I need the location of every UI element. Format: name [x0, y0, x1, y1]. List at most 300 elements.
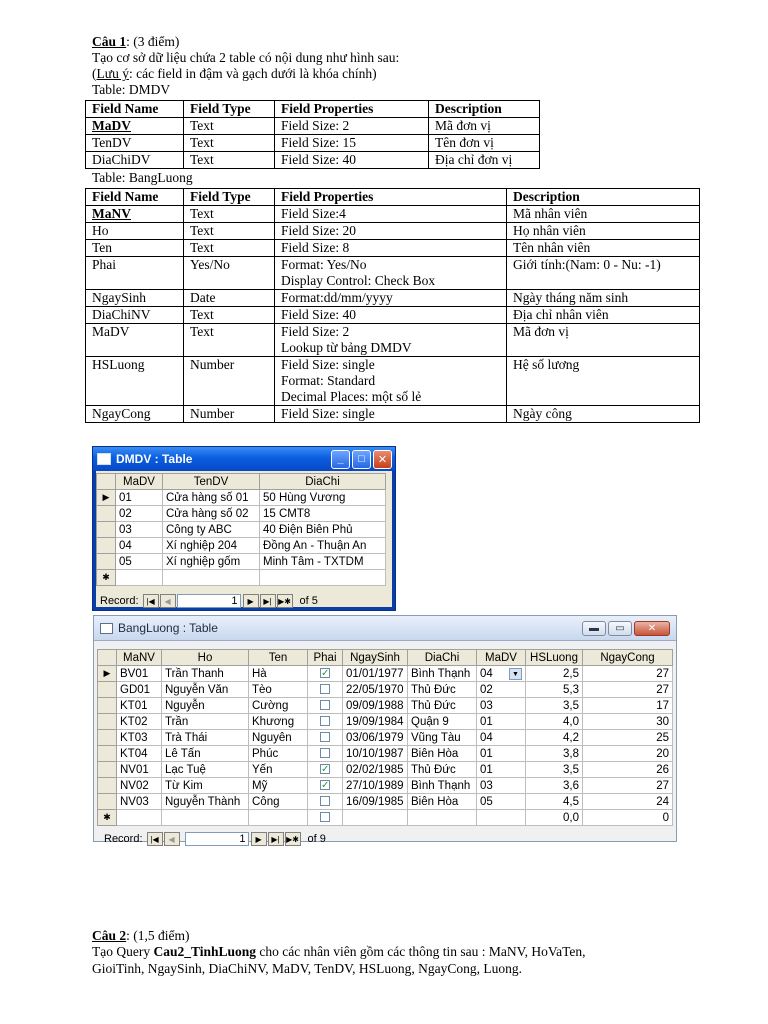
cell[interactable]: [308, 714, 343, 730]
field-props: Field Size: 2 Lookup từ bảng DMDV: [275, 324, 507, 357]
field-name: Phai: [86, 257, 184, 290]
field-props: Field Size: single Format: Standard Decimal Places: một số lẻ: [275, 357, 507, 406]
cell-value: KT03: [120, 731, 148, 744]
column-header[interactable]: Phai: [308, 650, 343, 666]
cell[interactable]: 40 Điện Biên Phủ: [260, 522, 386, 538]
cell-value: 26: [656, 763, 669, 776]
cell[interactable]: [260, 570, 386, 586]
table-row[interactable]: [98, 746, 673, 762]
cell-value: Nguyễn: [165, 699, 205, 712]
cell[interactable]: [526, 746, 583, 762]
cell[interactable]: [343, 778, 408, 794]
field-desc: Địa chỉ nhân viên: [507, 307, 700, 324]
cell-value: 03: [480, 779, 493, 792]
cell-value: Biên Hòa: [411, 747, 459, 760]
cell[interactable]: [249, 666, 308, 682]
table-icon: [100, 623, 113, 634]
field-props: Field Size: 40: [275, 307, 507, 324]
table-row[interactable]: [97, 522, 386, 538]
cell[interactable]: [526, 698, 583, 714]
cell[interactable]: [477, 810, 526, 826]
checkbox-icon[interactable]: [320, 732, 330, 742]
datasheet-header: [98, 650, 673, 666]
cell-value: Thủ Đức: [411, 699, 456, 712]
cell[interactable]: 05: [116, 554, 163, 570]
next-record-icon[interactable]: ▶: [251, 832, 267, 846]
table-row[interactable]: [97, 506, 386, 522]
cell[interactable]: [477, 682, 526, 698]
column-header[interactable]: MaNV: [117, 650, 162, 666]
cell[interactable]: [117, 762, 162, 778]
first-record-icon[interactable]: |◀: [143, 594, 159, 608]
dmdv-datasheet: [96, 473, 386, 586]
cell[interactable]: [249, 730, 308, 746]
row-selector[interactable]: [97, 554, 116, 570]
row-selector[interactable]: [98, 682, 117, 698]
field-desc: Mã đơn vị: [429, 118, 540, 135]
bangluong-spec-row: [86, 290, 700, 307]
row-selector[interactable]: [98, 746, 117, 762]
q1-heading: Câu 1: [92, 34, 127, 49]
cell[interactable]: [583, 698, 673, 714]
field-type: Text: [184, 135, 275, 152]
q2-text-line2: GioiTinh, NgaySinh, DiaChiNV, MaDV, TenDV, HSLuong, NgayCong, Luong.: [92, 961, 522, 976]
cell[interactable]: [343, 810, 408, 826]
row-selector[interactable]: [97, 538, 116, 554]
cell[interactable]: [308, 810, 343, 826]
cell[interactable]: [408, 682, 477, 698]
field-desc: Họ nhân viên: [507, 223, 700, 240]
field-name: MaDV: [86, 118, 184, 135]
cell-value: Lê Tấn: [165, 747, 201, 760]
checkbox-icon[interactable]: [320, 684, 330, 694]
field-props: Field Size:4: [275, 206, 507, 223]
cell[interactable]: [162, 666, 249, 682]
cell[interactable]: [249, 682, 308, 698]
field-name: TenDV: [86, 135, 184, 152]
close-button[interactable]: ✕: [634, 621, 670, 636]
q2-query-name: Cau2_TinhLuong: [153, 944, 257, 959]
cell[interactable]: [308, 762, 343, 778]
cell-value: 27: [656, 779, 669, 792]
cell[interactable]: [526, 778, 583, 794]
cell[interactable]: [343, 746, 408, 762]
cell[interactable]: Cửa hàng số 02: [163, 506, 260, 522]
row-selector[interactable]: [98, 714, 117, 730]
bangluong-spec-row: [86, 307, 700, 324]
cell[interactable]: [583, 794, 673, 810]
cell[interactable]: [583, 810, 673, 826]
cell[interactable]: [117, 698, 162, 714]
field-type: Text: [184, 223, 275, 240]
checkbox-icon[interactable]: [320, 796, 330, 806]
cell[interactable]: [408, 762, 477, 778]
cell[interactable]: [477, 762, 526, 778]
cell[interactable]: [526, 794, 583, 810]
cell[interactable]: [343, 698, 408, 714]
cell[interactable]: [343, 794, 408, 810]
column-header[interactable]: NgaySinh: [343, 650, 408, 666]
checkbox-icon[interactable]: [320, 812, 330, 822]
header-description: Description: [507, 189, 700, 206]
cell-value: 01: [480, 715, 493, 728]
cell[interactable]: [477, 778, 526, 794]
cell-value: 27: [656, 683, 669, 696]
cell-value: KT04: [120, 747, 148, 760]
bangluong-window-titlebar[interactable]: [94, 616, 676, 641]
cell[interactable]: [249, 794, 308, 810]
maximize-button[interactable]: □: [352, 450, 371, 469]
row-selector[interactable]: [97, 522, 116, 538]
cell-value: 01: [480, 747, 493, 760]
last-record-icon[interactable]: ▶|: [268, 832, 284, 846]
cell-value: KT01: [120, 699, 148, 712]
current-record-arrow-icon[interactable]: ▶: [98, 666, 117, 682]
cell-value: Tèo: [252, 683, 272, 696]
header-field-type: Field Type: [184, 101, 275, 118]
cell-value: 16/09/1985: [346, 795, 404, 808]
cell[interactable]: [526, 810, 583, 826]
table-row[interactable]: [98, 778, 673, 794]
column-header[interactable]: DiaChi: [260, 474, 386, 490]
field-name: MaDV: [86, 324, 184, 357]
dmdv-table-window: [93, 447, 395, 610]
cell[interactable]: [116, 570, 163, 586]
cell[interactable]: [408, 778, 477, 794]
previous-record-icon[interactable]: ◀: [164, 832, 180, 846]
checkbox-icon[interactable]: [320, 716, 330, 726]
cell-value: 0: [662, 811, 669, 824]
last-record-icon[interactable]: ▶|: [260, 594, 276, 608]
cell-value: Nguyên: [252, 731, 292, 744]
column-header[interactable]: NgayCong: [583, 650, 673, 666]
cell[interactable]: [308, 778, 343, 794]
table2-label: Table: BangLuong: [92, 170, 193, 185]
q2-text-a: Tạo Query: [92, 944, 154, 959]
cell[interactable]: [477, 698, 526, 714]
cell[interactable]: [117, 682, 162, 698]
field-desc: Tên đơn vị: [429, 135, 540, 152]
row-selector[interactable]: [98, 730, 117, 746]
table-row[interactable]: [97, 490, 386, 506]
cell[interactable]: [117, 746, 162, 762]
cell-value: 03/06/1979: [346, 731, 404, 744]
row-selector[interactable]: [98, 762, 117, 778]
cell[interactable]: [477, 794, 526, 810]
cell-value: 2,5: [563, 667, 579, 680]
cell-value: 05: [480, 795, 493, 808]
cell[interactable]: [343, 730, 408, 746]
cell[interactable]: [162, 682, 249, 698]
field-type: Number: [184, 357, 275, 406]
record-navigator: [96, 592, 392, 610]
checkbox-icon[interactable]: [320, 748, 330, 758]
record-total: of 5: [299, 595, 318, 607]
cell[interactable]: [408, 730, 477, 746]
cell-value: 02: [480, 683, 493, 696]
cell[interactable]: [408, 714, 477, 730]
row-selector[interactable]: [98, 698, 117, 714]
cell[interactable]: [477, 714, 526, 730]
cell[interactable]: [583, 730, 673, 746]
table-row[interactable]: [97, 538, 386, 554]
cell[interactable]: [343, 666, 408, 682]
table-row[interactable]: [98, 682, 673, 698]
cell[interactable]: [162, 698, 249, 714]
field-type: Text: [184, 206, 275, 223]
column-header[interactable]: MaDV: [116, 474, 163, 490]
cell[interactable]: [163, 570, 260, 586]
cell-value: NV01: [120, 763, 149, 776]
cell-value: NV03: [120, 795, 149, 808]
checked-checkbox-icon[interactable]: ✓: [321, 780, 330, 792]
cell[interactable]: [477, 746, 526, 762]
record-label: Record:: [104, 833, 143, 845]
field-type: Date: [184, 290, 275, 307]
cell[interactable]: 01: [116, 490, 163, 506]
field-props: Field Size: 20: [275, 223, 507, 240]
cell-value: Nguyễn Văn: [165, 683, 229, 696]
cell[interactable]: [308, 682, 343, 698]
header-field-name: Field Name: [86, 101, 184, 118]
minimize-button[interactable]: ▬: [582, 621, 606, 636]
q1-intro: Tạo cơ sở dữ liệu chứa 2 table có nội dung như hình sau:: [92, 50, 400, 65]
cell[interactable]: [343, 682, 408, 698]
column-header[interactable]: Ten: [249, 650, 308, 666]
cell[interactable]: 02: [116, 506, 163, 522]
cell[interactable]: Công ty ABC: [163, 522, 260, 538]
bangluong-spec-row: [86, 223, 700, 240]
cell[interactable]: Xí nghiệp 204: [163, 538, 260, 554]
record-number-input[interactable]: 1: [177, 594, 241, 608]
table-row[interactable]: [98, 666, 673, 682]
table-row[interactable]: [98, 730, 673, 746]
column-header[interactable]: TenDV: [163, 474, 260, 490]
next-record-icon[interactable]: ▶: [243, 594, 259, 608]
column-header[interactable]: MaDV: [477, 650, 526, 666]
cell[interactable]: [526, 730, 583, 746]
cell-value: 19/09/1984: [346, 715, 404, 728]
cell-value: KT02: [120, 715, 148, 728]
cell[interactable]: [408, 698, 477, 714]
row-selector[interactable]: [97, 506, 116, 522]
cell-value: Bình Thạnh: [411, 779, 471, 792]
cell[interactable]: [408, 746, 477, 762]
new-record-row[interactable]: [97, 570, 386, 586]
dmdv-window-titlebar[interactable]: [93, 447, 395, 471]
bangluong-datasheet: [97, 649, 673, 826]
cell[interactable]: [117, 794, 162, 810]
cell[interactable]: [117, 714, 162, 730]
cell[interactable]: [117, 778, 162, 794]
header-description: Description: [429, 101, 540, 118]
cell[interactable]: [583, 682, 673, 698]
cell[interactable]: [308, 794, 343, 810]
q2-text-b: cho các nhân viên gồm các thông tin sau : MaNV, HoVaTen,: [256, 944, 586, 959]
previous-record-icon[interactable]: ◀: [160, 594, 176, 608]
cell[interactable]: [408, 810, 477, 826]
field-type: Number: [184, 406, 275, 423]
cell[interactable]: [162, 810, 249, 826]
cell[interactable]: [162, 730, 249, 746]
cell[interactable]: [162, 778, 249, 794]
cell-value: 17: [656, 699, 669, 712]
cell-value: 24: [656, 795, 669, 808]
cell-value: 27: [656, 667, 669, 680]
dmdv-spec-header: [86, 101, 540, 118]
cell[interactable]: [249, 746, 308, 762]
new-record-row[interactable]: [98, 810, 673, 826]
cell[interactable]: [162, 714, 249, 730]
cell[interactable]: Đồng An - Thuận An: [260, 538, 386, 554]
cell[interactable]: [583, 762, 673, 778]
cell-value: 27/10/1989: [346, 779, 404, 792]
cell[interactable]: [583, 714, 673, 730]
q2-heading: Câu 2: [92, 928, 127, 943]
minimize-button[interactable]: _: [331, 450, 350, 469]
cell[interactable]: [308, 698, 343, 714]
q1-note-open: (: [92, 66, 97, 81]
record-number-input[interactable]: 1: [185, 832, 249, 846]
cell[interactable]: [343, 714, 408, 730]
checked-checkbox-icon[interactable]: ✓: [321, 668, 330, 680]
table-row[interactable]: [98, 762, 673, 778]
cell-value: 22/05/1970: [346, 683, 404, 696]
field-type: Text: [184, 324, 275, 357]
row-selector-header: [97, 474, 116, 490]
cell-value: 02/02/1985: [346, 763, 404, 776]
cell-value: 03: [480, 699, 493, 712]
cell[interactable]: 50 Hùng Vương: [260, 490, 386, 506]
cell[interactable]: [526, 714, 583, 730]
cell-value: Biên Hòa: [411, 795, 459, 808]
field-name: Ten: [86, 240, 184, 257]
column-header[interactable]: DiaChi: [408, 650, 477, 666]
cell-value: Hà: [252, 667, 267, 680]
column-header[interactable]: HSLuong: [526, 650, 583, 666]
field-desc: Mã nhân viên: [507, 206, 700, 223]
cell-value: 10/10/1987: [346, 747, 404, 760]
field-type: Yes/No: [184, 257, 275, 290]
checkbox-icon[interactable]: [320, 700, 330, 710]
cell[interactable]: [583, 666, 673, 682]
cell-value: Bình Thạnh: [411, 667, 471, 680]
cell[interactable]: [343, 762, 408, 778]
cell[interactable]: 03: [116, 522, 163, 538]
cell-value: Nguyễn Thành: [165, 795, 241, 808]
table-row[interactable]: [98, 794, 673, 810]
dmdv-spec-row: [86, 152, 540, 169]
row-selector[interactable]: [98, 778, 117, 794]
cell[interactable]: [526, 762, 583, 778]
cell-value: 4,5: [563, 795, 579, 808]
q1-title: [92, 34, 179, 50]
cell[interactable]: [117, 730, 162, 746]
cell-value: 3,5: [563, 699, 579, 712]
cell-value: 20: [656, 747, 669, 760]
bangluong-spec-row: [86, 240, 700, 257]
column-header[interactable]: Ho: [162, 650, 249, 666]
table-row[interactable]: [98, 714, 673, 730]
close-button[interactable]: ✕: [373, 450, 392, 469]
cell[interactable]: [308, 666, 343, 682]
cell-value: Khương: [252, 715, 295, 728]
bangluong-window-title: BangLuong : Table: [118, 621, 218, 635]
cell[interactable]: [408, 794, 477, 810]
table-row[interactable]: [98, 698, 673, 714]
cell-value: Trà Thái: [165, 731, 208, 744]
cell[interactable]: [249, 698, 308, 714]
cell-value: Thủ Đức: [411, 763, 456, 776]
maximize-button[interactable]: ▭: [608, 621, 632, 636]
new-record-icon[interactable]: ✱: [98, 810, 117, 826]
cell[interactable]: [162, 794, 249, 810]
header-field-properties: Field Properties: [275, 189, 507, 206]
checked-checkbox-icon[interactable]: ✓: [321, 764, 330, 776]
cell[interactable]: [249, 714, 308, 730]
cell[interactable]: [308, 730, 343, 746]
cell-value: 01/01/1977: [346, 667, 404, 680]
cell[interactable]: [117, 810, 162, 826]
new-record-nav-icon[interactable]: ▶✱: [285, 832, 301, 846]
new-record-nav-icon[interactable]: ▶✱: [277, 594, 293, 608]
cell[interactable]: [583, 746, 673, 762]
cell[interactable]: [526, 682, 583, 698]
field-desc: Ngày công: [507, 406, 700, 423]
bangluong-spec-row: [86, 406, 700, 423]
field-desc: Tên nhân viên: [507, 240, 700, 257]
cell-value: 5,3: [563, 683, 579, 696]
cell[interactable]: [249, 778, 308, 794]
cell[interactable]: [249, 762, 308, 778]
dropdown-arrow-icon[interactable]: ▼: [509, 668, 522, 680]
field-desc: Giới tính:(Nam: 0 - Nu: -1): [507, 257, 700, 290]
cell[interactable]: [408, 666, 477, 682]
cell-value: 0,0: [563, 811, 579, 824]
cell-value: 25: [656, 731, 669, 744]
cell[interactable]: [526, 666, 583, 682]
cell[interactable]: [477, 730, 526, 746]
table-row[interactable]: [97, 554, 386, 570]
cell-value: GD01: [120, 683, 151, 696]
cell[interactable]: Xí nghiệp gốm: [163, 554, 260, 570]
field-props: Field Size: single: [275, 406, 507, 423]
cell[interactable]: 15 CMT8: [260, 506, 386, 522]
current-record-arrow-icon[interactable]: ▶: [97, 490, 116, 506]
cell[interactable]: Cửa hàng số 01: [163, 490, 260, 506]
field-name: Ho: [86, 223, 184, 240]
cell[interactable]: [583, 778, 673, 794]
cell[interactable]: [249, 810, 308, 826]
cell[interactable]: Minh Tâm - TXTDM: [260, 554, 386, 570]
q2-text-line1: [92, 944, 586, 960]
field-type: Text: [184, 240, 275, 257]
new-record-icon[interactable]: ✱: [97, 570, 116, 586]
cell[interactable]: 04: [116, 538, 163, 554]
field-name: DiaChiNV: [86, 307, 184, 324]
row-selector[interactable]: [98, 794, 117, 810]
cell-value: Vũng Tàu: [411, 731, 461, 744]
cell[interactable]: [117, 666, 162, 682]
field-props: Format:dd/mm/yyyy: [275, 290, 507, 307]
cell[interactable]: [308, 746, 343, 762]
cell[interactable]: [162, 762, 249, 778]
cell[interactable]: [162, 746, 249, 762]
q1-note-label: Lưu ý: [96, 66, 129, 81]
first-record-icon[interactable]: |◀: [147, 832, 163, 846]
cell[interactable]: [477, 666, 526, 682]
field-type: Text: [184, 152, 275, 169]
